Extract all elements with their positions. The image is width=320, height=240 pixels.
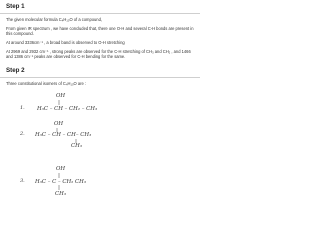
isomer-3-main-chain: H₃C – C – CH₂ CH₃ — [35, 179, 87, 185]
step-2-title: Step 2 — [6, 67, 25, 74]
isomer-structure-1 — [0, 93, 200, 123]
step-2-divider — [0, 77, 200, 78]
isomer-2-main-chain: H₃C – CH – CH– CH₃ — [35, 132, 92, 138]
isomer-2-oh-group: OH — [54, 121, 64, 127]
isomer-structure-3 — [0, 166, 200, 206]
isomer-2-bond-lines — [0, 121, 200, 151]
step-1-oh-stretch-text: At around 3336cm⁻¹ , a broad band is observed to O-H stretching — [6, 40, 125, 45]
isomer-1-main-chain: H₃C – CH – CH₂ – CH₃ — [37, 106, 98, 112]
step-1-formula-text: The given molecular formula C₄H₁₀O of a compound, — [6, 17, 102, 22]
step-1-title: Step 1 — [6, 3, 25, 10]
step-2-isomers-intro: Three constitutional isomers of C₄H₁₀O are : — [6, 81, 87, 86]
isomer-3-bond-lines — [0, 166, 200, 206]
step-1-divider — [0, 13, 200, 14]
step-1-ch-peaks-text: At 2969 and 2932 cm⁻¹ , strong peaks are observed for the C-H stretching of CH₃ and CH₂ , and 1466 and 1386 cm⁻¹ peaks are observed for C-H bending for the same. — [6, 49, 191, 60]
isomer-1-oh-group: OH — [56, 93, 66, 99]
isomer-1-number: 1. — [20, 105, 25, 111]
isomer-structure-2 — [0, 121, 200, 151]
isomer-3-oh-group: OH — [56, 166, 66, 172]
isomer-1-bond-line — [0, 93, 200, 123]
step-1-ir-summary: From given IR spectrum , we have concluded that, there one O-H and several C-H bonds are present in this compound. — [6, 26, 194, 37]
isomer-2-number: 2. — [20, 131, 25, 137]
isomer-2-methyl-branch: CH₃ — [71, 143, 82, 149]
isomer-3-number: 3. — [20, 178, 25, 184]
isomer-3-methyl-branch: CH₃ — [55, 191, 66, 197]
